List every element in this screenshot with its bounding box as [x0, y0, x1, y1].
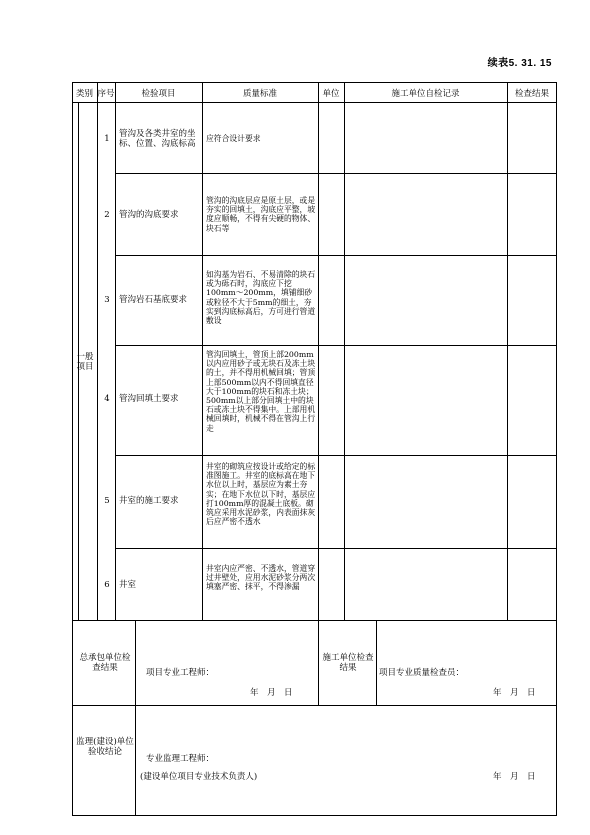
row-seq: 2: [104, 210, 110, 220]
row-item: 井室的施工要求: [119, 496, 179, 506]
row-standard: 井室内应严密、不透水，管道穿过井壁处，应用水泥砂浆分两次填塞严密、抹平，不得渗漏: [206, 564, 316, 592]
row-item: 管沟的沟底要求: [119, 210, 179, 220]
contractor-engineer-label: 项目专业工程师：: [146, 668, 215, 678]
row-seq: 3: [104, 295, 110, 305]
contractor-result-label: 总承包单位检查结果: [79, 653, 131, 673]
row-seq: 4: [104, 394, 110, 404]
supervision-conclusion-label: 监理(建设)单位验收结论: [76, 737, 134, 757]
col-line-self-check: [507, 82, 508, 620]
items-bottom-line: [72, 620, 557, 621]
sig-col-line-3: [376, 620, 377, 705]
header-item: 检验项目: [141, 89, 176, 99]
contractor-date: 年 月 日: [250, 688, 293, 698]
row-line-2: [115, 255, 557, 256]
header-category: 类别: [75, 89, 93, 99]
row-item: 井室: [119, 580, 137, 590]
row-standard: 管沟回填土，管顶上部200mm以内应用砂子或无块石及冻土块的土，并不得用机械回填；管顶上部500mm以内不得回填直径大于100mm的块石和冻土块；500mm以上部分回填土中的块石或冻土块不得集中。上部用机械回填时，机械不得在管沟上行走: [206, 350, 316, 433]
header-bottom-line: [72, 102, 557, 103]
col-line-unit: [344, 82, 345, 620]
row-standard: 如沟基为岩石、不易清除的块石或为砾石时，沟底应下挖100mm～200mm，填铺细砂或粒径不大于5mm的细土，夯实到沟底标高后，方可进行管道敷设: [206, 270, 316, 326]
header-result: 检查结果: [514, 89, 549, 99]
row-seq: 1: [104, 134, 110, 144]
supervision-date: 年 月 日: [493, 772, 536, 782]
header-seq: 序号: [97, 89, 115, 99]
row-standard: 井室的砌筑应按设计或给定的标准图施工。井室的底标高在地下水位以上时，基层应为素土夯实；在地下水位以下时，基层应打100mm厚的混凝土底板。砌筑应采用水泥砂浆，内表面抹灰后应严密不透水: [206, 462, 316, 527]
continuation-label: 续表5. 31. 15: [487, 58, 552, 69]
col-line-category: [97, 82, 98, 620]
row-item: 管沟岩石基底要求: [119, 295, 188, 305]
row-line-4: [115, 455, 557, 456]
col-line-standard: [318, 82, 319, 620]
construction-date: 年 月 日: [493, 688, 536, 698]
sig-col-line-1: [135, 620, 136, 816]
row-standard: 管沟的沟底层应是原土层，或是夯实的回填土，沟底应平整，坡度应顺畅，不得有尖硬的物体、块石等: [206, 196, 316, 233]
supervision-engineer-label: 专业监理工程师：: [146, 754, 215, 764]
sig-col-line-2: [318, 620, 319, 705]
row-item: 管沟及各类井室的坐标、位置、沟底标高: [119, 129, 196, 149]
header-self-check: 施工单位自检记录: [391, 89, 460, 99]
header-standard: 质量标准: [242, 89, 277, 99]
header-unit: 单位: [322, 89, 340, 99]
col-line-seq: [115, 82, 116, 620]
supervision-owner-note: (建设单位项目专业技术负责人): [140, 772, 258, 782]
row-line-1: [115, 173, 557, 174]
row-line-3: [115, 345, 557, 346]
construction-result-label: 施工单位检查结果: [322, 653, 374, 673]
row-item: 管沟回填土要求: [119, 394, 179, 404]
construction-inspector-label: 项目专业质量检查员：: [379, 668, 465, 678]
row-seq: 6: [104, 580, 110, 590]
category-general-items: 一般 项目: [76, 352, 94, 372]
row-seq: 5: [104, 496, 110, 506]
col-line-item: [202, 82, 203, 620]
contractor-bottom-line: [72, 705, 557, 706]
row-standard: 应符合设计要求: [206, 134, 261, 143]
row-line-5: [115, 548, 557, 549]
